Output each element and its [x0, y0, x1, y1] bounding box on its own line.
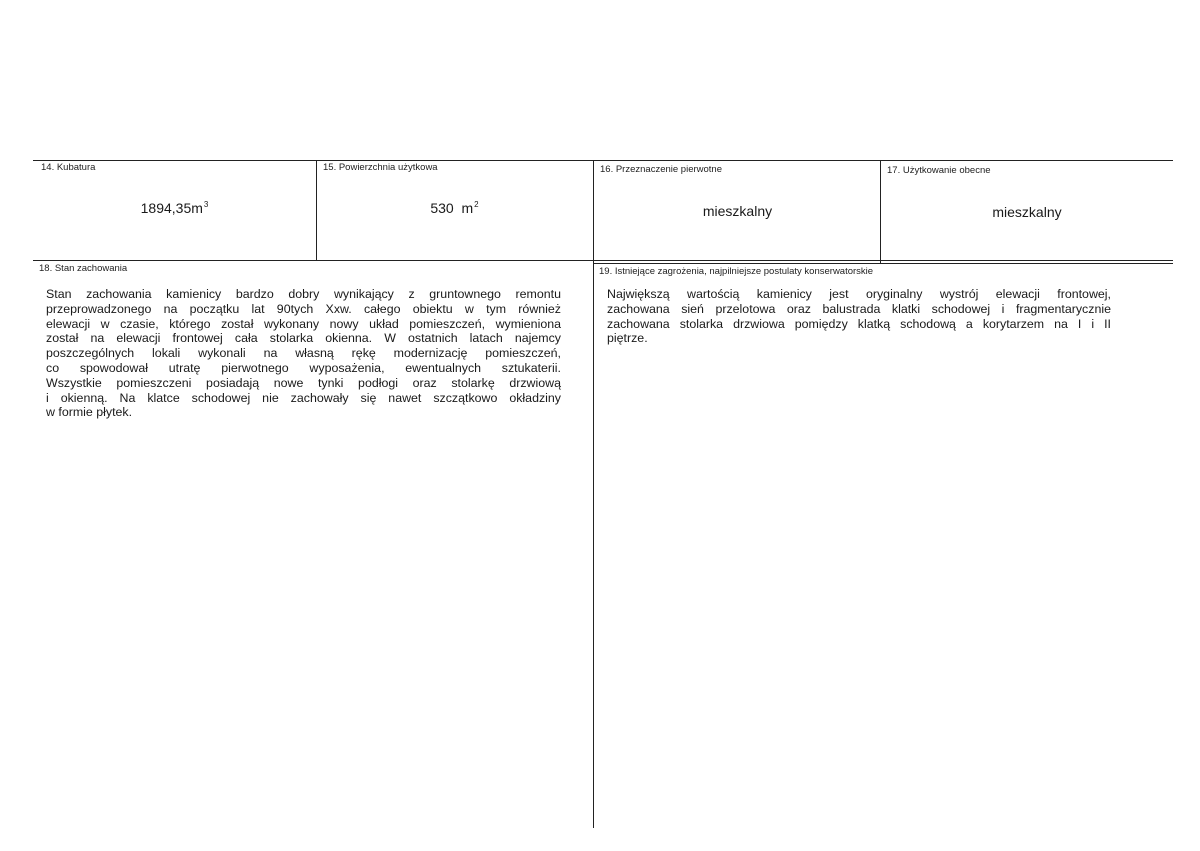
section-18-line: Wszystkie pomieszczeni posiadają nowe tynki podłogi oraz stolarkę drzwiową: [46, 375, 561, 390]
section-18-line: przeprowadzonego na początku lat 90tych Xxw. całego obiektu w tym również: [46, 301, 561, 316]
section-18-line: elewacji w czasie, którego został wykonany nowy układ pomieszczeń, wymieniona: [46, 316, 561, 331]
section-18-text: [46, 287, 561, 420]
section-19-line: piętrze.: [607, 331, 648, 346]
section-19-line: Największą wartością kamienicy jest oryginalny wystrój elewacji frontowej,: [607, 287, 1111, 301]
field-17-value: mieszkalny: [992, 204, 1062, 220]
section-18-line: co spowodował utratę pierwotnego wyposażenia, ewentualnych sztukaterii.: [46, 360, 561, 375]
divider-main: [593, 160, 594, 828]
field-15-unit: m: [461, 200, 474, 216]
section-19-line: zachowana sień przelotowa oraz balustrada klatki schodowej i fragmentarycznie: [607, 301, 1111, 316]
field-15-unit-exponent: 2: [474, 200, 479, 209]
section-19-label: 19. Istniejące zagrożenia, najpilniejsze postulaty konserwatorskie: [599, 266, 874, 277]
field-16-label: 16. Przeznaczenie pierwotne: [600, 164, 722, 175]
field-15-label: 15. Powierzchnia użytkowa: [323, 162, 438, 173]
section-18-line: w formie płytek.: [46, 405, 133, 420]
section-19-line: zachowana stolarka drzwiowa pomiędzy klatką schodową a korytarzem na I i II: [607, 316, 1111, 331]
section-18-label: 18. Stan zachowania: [39, 263, 128, 274]
field-16-value: mieszkalny: [702, 203, 773, 219]
top-border: [33, 160, 1173, 161]
section-19-text: [607, 287, 1111, 346]
section-18-line: poszczególnych lokali wykonali na własną rękę modernizację pomieszczeń,: [46, 346, 561, 361]
section-18-line: został na elewacji frontowej cała stolarka okienna. W ostatnich latach najemcy: [46, 331, 561, 346]
section-18-line: i okienną. Na klatce schodowej nie zachowały się nawet szczątkowo okładziny: [46, 390, 561, 405]
section19-top-border: [594, 263, 1173, 264]
field-14-unit: m: [191, 200, 203, 216]
field-14-value: [33, 200, 316, 216]
field-15-number: 530: [430, 200, 454, 216]
field-14-number: 1894,35: [140, 200, 192, 216]
fields-bottom-border: [33, 260, 1173, 261]
field-14-unit-exponent: 3: [203, 200, 209, 209]
section-18-line: Stan zachowania kamienicy bardzo dobry wynikający z gruntownego remontu: [46, 287, 561, 301]
field-17-label: 17. Użytkowanie obecne: [887, 165, 991, 176]
field-14-label: 14. Kubatura: [41, 162, 96, 173]
field-15-value: [316, 200, 593, 216]
